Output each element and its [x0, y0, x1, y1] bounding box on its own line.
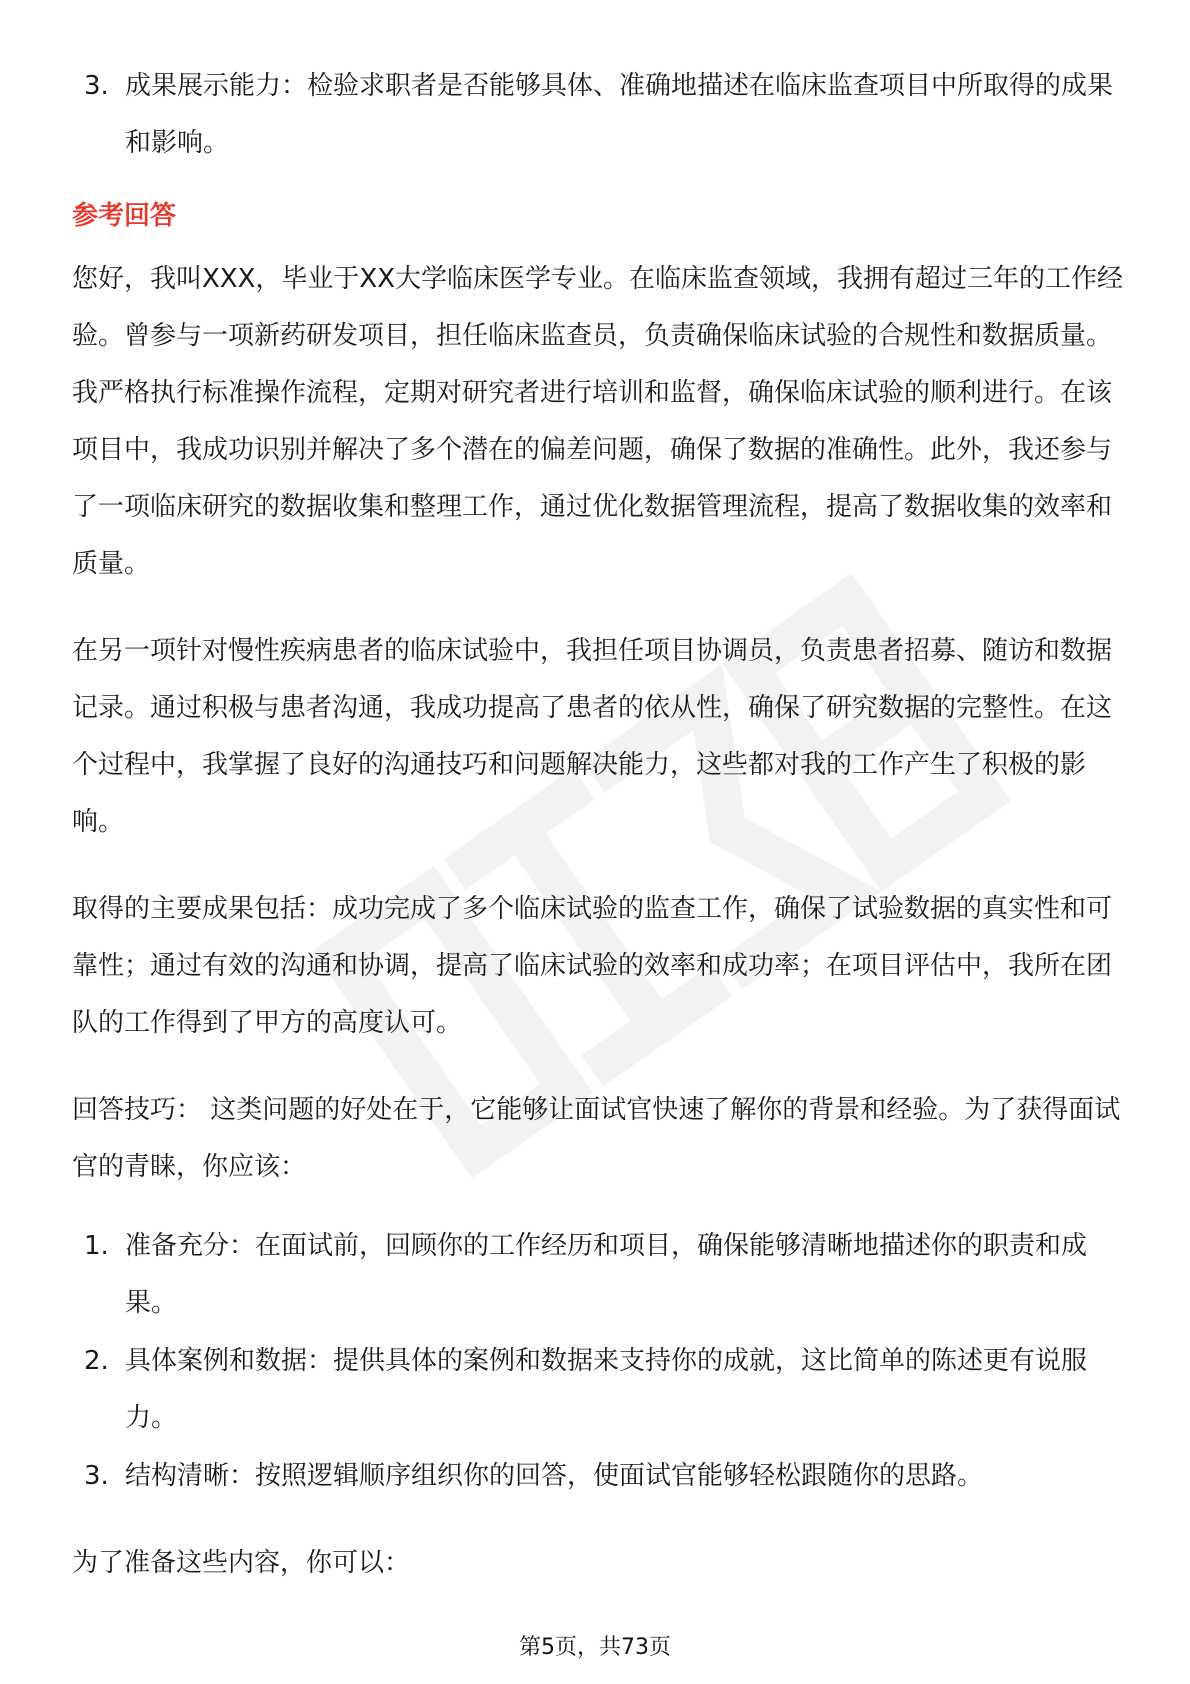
paragraph: 在另一项针对慢性疾病患者的临床试验中，我担任项目协调员，负责患者招募、随访和数据记录。通过积极与患者沟通，我成功提高了患者的依从性，确保了研究数据的完整性。在这个过程中，我掌握了良好的沟通技巧和问题解决能力，这些都对我的工作产生了积极的影响。 — [72, 636, 1113, 837]
list-text: 准备充分：在面试前，回顾你的工作经历和项目，确保能够清晰地描述你的职责和成果。 — [125, 1231, 1088, 1318]
paragraph: 您好，我叫XXX，毕业于XX大学临床医学专业。在临床监查领域，我拥有超过三年的工作经验。曾参与一项新药研发项目，担任临床监查员，负责确保临床试验的合规性和数据质量。我严格执行标准操作流程，定期对研究者进行培训和监督，确保临床试验的顺利进行。在该项目中，我成功识别并解决了多个潜在的偏差问题，确保了数据的准确性。此外，我还参与了一项临床研究的数据收集和整理工作，通过优化数据管理流程，提高了数据收集的效率和质量。 — [72, 264, 1124, 579]
closing-paragraph: 为了准备这些内容，你可以： — [72, 1548, 411, 1578]
list-number: 1. — [84, 1231, 109, 1261]
list-item — [72, 1333, 1128, 1447]
section-heading: 参考回答 — [72, 201, 177, 231]
page-content — [72, 58, 1128, 1592]
list-number: 3. — [84, 71, 109, 101]
paragraph: 取得的主要成果包括：成功完成了多个临床试验的监查工作，确保了试验数据的真实性和可靠性；通过有效的沟通和协调，提高了临床试验的效率和成功率；在项目评估中，我所在团队的工作得到了甲方的高度认可。 — [72, 894, 1113, 1038]
list-number: 2. — [84, 1346, 109, 1376]
paragraph: 回答技巧： 这类问题的好处在于，它能够让面试官快速了解你的背景和经验。为了获得面试官的青睐，你应该： — [72, 1095, 1121, 1182]
list-number: 3. — [84, 1461, 109, 1491]
list-text: 具体案例和数据：提供具体的案例和数据来支持你的成就，这比简单的陈述更有说服力。 — [125, 1346, 1088, 1433]
list-text: 成果展示能力：检验求职者是否能够具体、准确地描述在临床监查项目中所取得的成果和影响。 — [125, 71, 1114, 158]
list-text: 结构清晰：按照逻辑顺序组织你的回答，使面试官能够轻松跟随你的思路。 — [125, 1461, 984, 1491]
list-item — [72, 1218, 1128, 1332]
list-item — [72, 58, 1128, 172]
tips-list — [72, 1218, 1128, 1505]
page-number: 第5页，共73页 — [519, 1635, 671, 1660]
list-item — [72, 1448, 1128, 1505]
